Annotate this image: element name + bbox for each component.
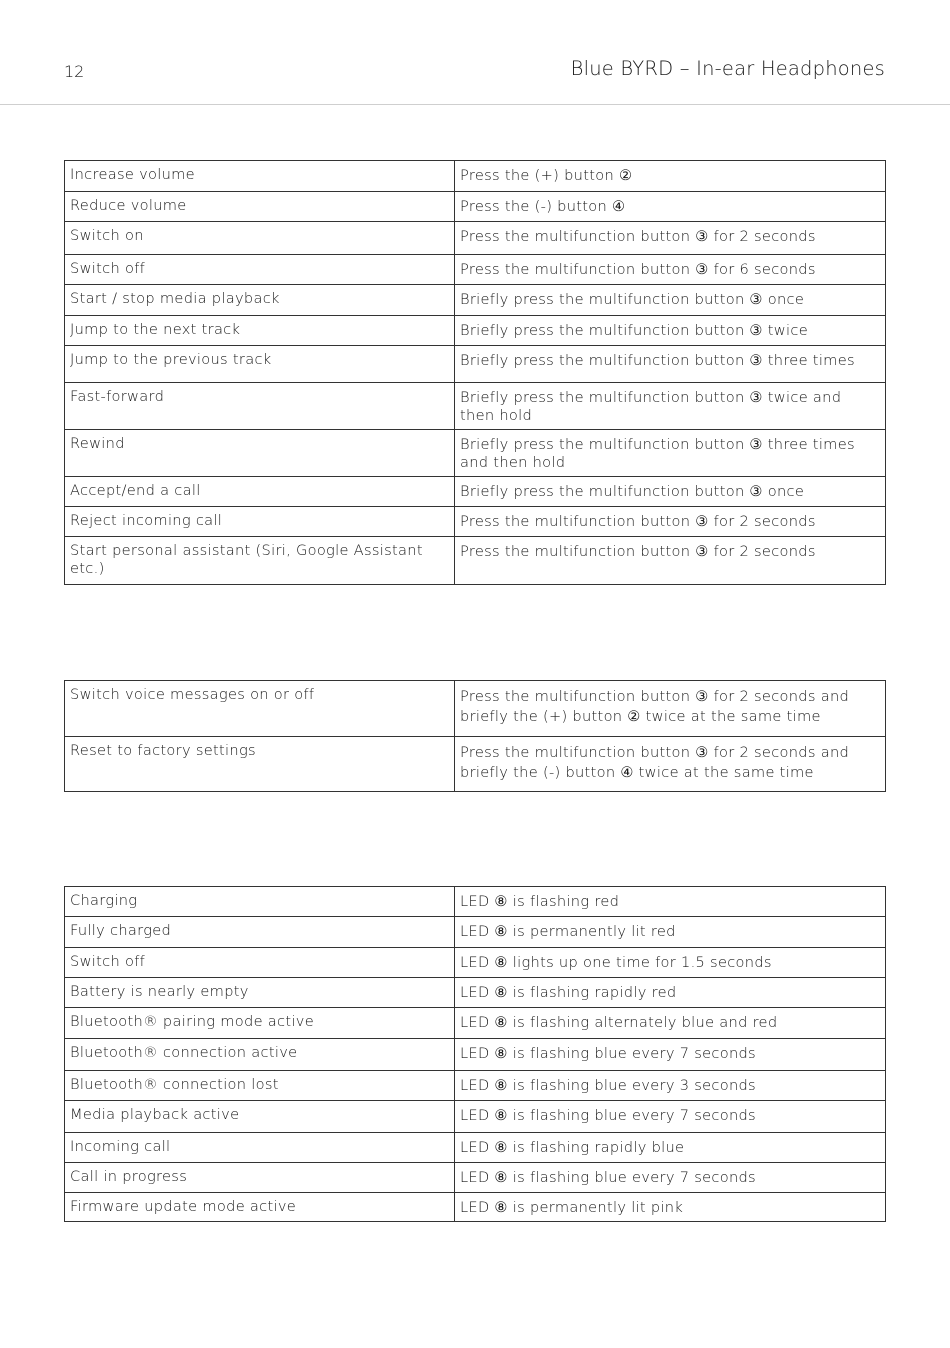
table-row [65, 917, 886, 948]
table-row [65, 978, 886, 1008]
special-functions-table [64, 680, 886, 792]
instruction-cell: LED ⑧ is flashing rapidly red [455, 978, 886, 1008]
controls-table [64, 160, 886, 585]
instruction-cell: LED ⑧ is flashing blue every 7 seconds [455, 1163, 886, 1193]
table-row [65, 222, 886, 255]
action-cell: Bluetooth® connection lost [65, 1071, 455, 1101]
instruction-cell: Press the (-) button ④ [455, 192, 886, 222]
table-row [65, 1133, 886, 1163]
instruction-cell: Press the multifunction button ③ for 6 seconds [455, 255, 886, 285]
table-row [65, 737, 886, 792]
action-cell: Reject incoming call [65, 507, 455, 537]
instruction-cell: LED ⑧ is flashing blue every 7 seconds [455, 1039, 886, 1071]
instruction-cell: Press the multifunction button ③ for 2 seconds and briefly the (-) button ④ twice at the same time [455, 737, 886, 792]
table-row [65, 887, 886, 917]
instruction-cell: LED ⑧ lights up one time for 1.5 seconds [455, 948, 886, 978]
instruction-cell: Briefly press the multifunction button ③ once [455, 477, 886, 507]
table-row [65, 285, 886, 316]
instruction-cell: LED ⑧ is flashing blue every 3 seconds [455, 1071, 886, 1101]
page-number: 12 [64, 62, 85, 81]
table-row [65, 430, 886, 477]
table-row [65, 1039, 886, 1071]
table-row [65, 681, 886, 737]
action-cell: Jump to the next track [65, 316, 455, 346]
action-cell: Incoming call [65, 1133, 455, 1163]
action-cell: Media playback active [65, 1101, 455, 1133]
action-cell: Switch on [65, 222, 455, 255]
action-cell: Start personal assistant (Siri, Google Assistant etc.) [65, 537, 455, 585]
table-row [65, 1101, 886, 1133]
led-status-table [64, 886, 886, 1222]
instruction-cell: Briefly press the multifunction button ③ twice [455, 316, 886, 346]
action-cell: Charging [65, 887, 455, 917]
action-cell: Increase volume [65, 161, 455, 192]
table-row [65, 316, 886, 346]
instruction-cell: LED ⑧ is flashing blue every 7 seconds [455, 1101, 886, 1133]
action-cell: Switch off [65, 255, 455, 285]
table-row [65, 1163, 886, 1193]
table-row [65, 477, 886, 507]
action-cell: Rewind [65, 430, 455, 477]
action-cell: Battery is nearly empty [65, 978, 455, 1008]
table-row [65, 537, 886, 585]
table-row [65, 1008, 886, 1039]
action-cell: Fully charged [65, 917, 455, 948]
action-cell: Accept/end a call [65, 477, 455, 507]
instruction-cell: LED ⑧ is permanently lit pink [455, 1193, 886, 1222]
instruction-cell: LED ⑧ is permanently lit red [455, 917, 886, 948]
table-row [65, 161, 886, 192]
instruction-cell: Press the multifunction button ③ for 2 seconds [455, 537, 886, 585]
instruction-cell: Press the (+) button ② [455, 161, 886, 192]
table-row [65, 948, 886, 978]
table-row [65, 255, 886, 285]
action-cell: Switch voice messages on or off [65, 681, 455, 737]
instruction-cell: Briefly press the multifunction button ③ three times and then hold [455, 430, 886, 477]
page-header [0, 0, 950, 105]
document-title: Blue BYRD – In-ear Headphones [570, 57, 885, 80]
instruction-cell: Press the multifunction button ③ for 2 seconds [455, 222, 886, 255]
instruction-cell: LED ⑧ is flashing red [455, 887, 886, 917]
instruction-cell: LED ⑧ is flashing alternately blue and red [455, 1008, 886, 1039]
action-cell: Bluetooth® connection active [65, 1039, 455, 1071]
action-cell: Start / stop media playback [65, 285, 455, 316]
table-row [65, 1193, 886, 1222]
instruction-cell: Briefly press the multifunction button ③ three times [455, 346, 886, 383]
action-cell: Bluetooth® pairing mode active [65, 1008, 455, 1039]
table-row [65, 383, 886, 430]
instruction-cell: Briefly press the multifunction button ③ twice and then hold [455, 383, 886, 430]
action-cell: Jump to the previous track [65, 346, 455, 383]
action-cell: Call in progress [65, 1163, 455, 1193]
action-cell: Reduce volume [65, 192, 455, 222]
instruction-cell: Press the multifunction button ③ for 2 seconds and briefly the (+) button ② twice at the same time [455, 681, 886, 737]
table-row [65, 507, 886, 537]
instruction-cell: LED ⑧ is flashing rapidly blue [455, 1133, 886, 1163]
instruction-cell: Press the multifunction button ③ for 2 seconds [455, 507, 886, 537]
table-row [65, 192, 886, 222]
table-row [65, 346, 886, 383]
action-cell: Switch off [65, 948, 455, 978]
action-cell: Fast-forward [65, 383, 455, 430]
table-row [65, 1071, 886, 1101]
action-cell: Reset to factory settings [65, 737, 455, 792]
instruction-cell: Briefly press the multifunction button ③ once [455, 285, 886, 316]
action-cell: Firmware update mode active [65, 1193, 455, 1222]
